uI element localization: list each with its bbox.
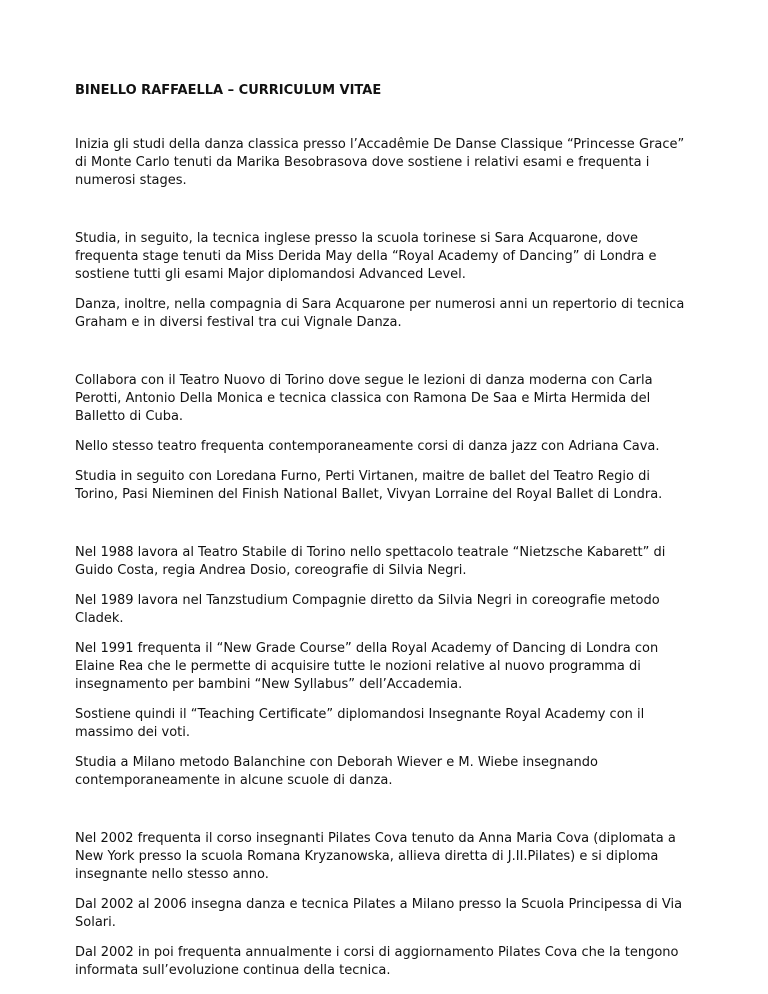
paragraph: Dal 2002 al 2006 insegna danza e tecnica Pilates a Milano presso la Scuola Principessa di Via Solari.: [75, 897, 683, 930]
paragraph: Collabora con il Teatro Nuovo di Torino dove segue le lezioni di danza moderna con Carla Perotti, Antonio Della Monica e tecnica classica con Ramona De Saa e Mirta Hermida del Balletto di Cuba.: [75, 373, 653, 424]
paragraph: Inizia gli studi della danza classica presso l’Accadêmie De Danse Classique “Princesse Grace” di Monte Carlo tenuti da Marika Besobrasova dove sostiene i relativi esami e frequenta i numerosi stages.: [75, 137, 685, 188]
paragraph: Studia in seguito con Loredana Furno, Perti Virtanen, maitre de ballet del Teatro Regio di Torino, Pasi Nieminen del Finish National Ballet, Vivyan Lorraine del Royal Ballet di Londra.: [75, 469, 663, 502]
paragraph: Nel 1989 lavora nel Tanzstudium Compagnie diretto da Silvia Negri in coreografie metodo Cladek.: [75, 593, 660, 626]
document-page: [75, 82, 695, 980]
paragraph: Nel 2002 frequenta il corso insegnanti Pilates Cova tenuto da Anna Maria Cova (diplomata a New York presso la scuola Romana Kryzanowska, allieva diretta di J.II.Pilates) e si diploma insegnante nello stesso anno.: [75, 831, 676, 882]
document-title: BINELLO RAFFAELLA – CURRICULUM VITAE: [75, 83, 382, 98]
paragraph: Studia a Milano metodo Balanchine con Deborah Wiever e M. Wiebe insegnando contemporaneamente in alcune scuole di danza.: [75, 755, 598, 788]
paragraph: Danza, inoltre, nella compagnia di Sara Acquarone per numerosi anni un repertorio di tecnica Graham e in diversi festival tra cui Vignale Danza.: [75, 297, 685, 330]
paragraph: Sostiene quindi il “Teaching Certificate” diplomandosi Insegnante Royal Academy con il massimo dei voti.: [75, 707, 645, 740]
paragraph: Nel 1988 lavora al Teatro Stabile di Torino nello spettacolo teatrale “Nietzsche Kabarett” di Guido Costa, regia Andrea Dosio, coreografie di Silvia Negri.: [75, 545, 666, 578]
paragraph: Studia, in seguito, la tecnica inglese presso la scuola torinese si Sara Acquarone, dove frequenta stage tenuti da Miss Derida May della “Royal Academy of Dancing” di Londra e sostiene tutti gli esami Major diplomandosi Advanced Level.: [75, 231, 657, 282]
paragraph: Dal 2002 in poi frequenta annualmente i corsi di aggiornamento Pilates Cova che la tengono informata sull’evoluzione continua della tecnica.: [75, 945, 679, 978]
paragraph: Nel 1991 frequenta il “New Grade Course” della Royal Academy of Dancing di Londra con Elaine Rea che le permette di acquisire tutte le nozioni relative al nuovo programma di insegnamento per bambini “New Syllabus” dell’Accademia.: [75, 641, 659, 692]
paragraph: Nello stesso teatro frequenta contemporaneamente corsi di danza jazz con Adriana Cava.: [75, 439, 660, 454]
